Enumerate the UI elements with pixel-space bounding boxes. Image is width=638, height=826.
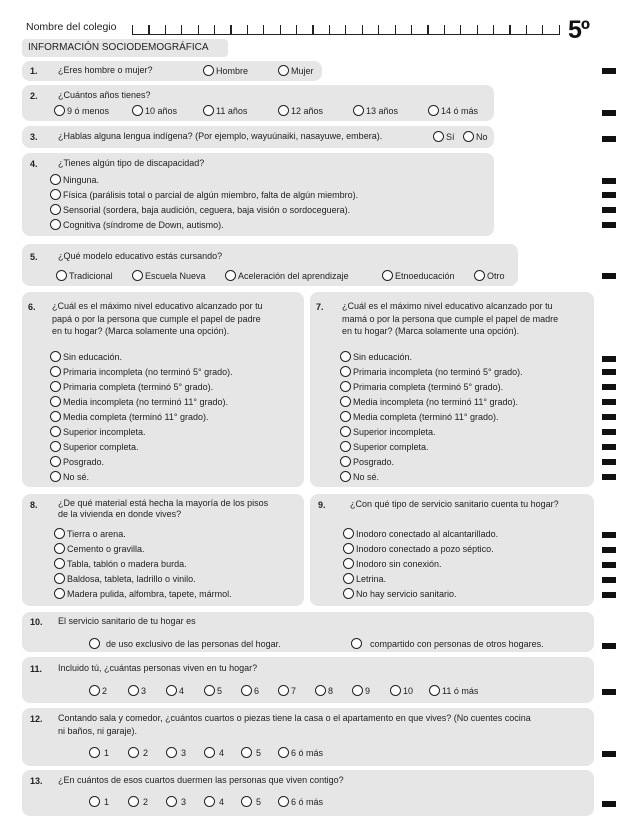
timing-mark (602, 474, 616, 480)
option-people-9[interactable]: 9 (352, 685, 370, 696)
option-father-edu-5[interactable]: Media completa (terminó 11° grado). (50, 411, 209, 422)
question-number: 9. (318, 500, 326, 510)
timing-mark (602, 178, 616, 184)
option-disability-none[interactable]: Ninguna. (50, 174, 99, 185)
timing-mark (602, 801, 616, 807)
question-text: ¿Hablas alguna lengua indígena? (Por ejemplo, wayuúnaiki, nasayuwe, embera). (58, 131, 383, 141)
question-text: ¿En cuántos de esos cuartos duermen las personas que viven contigo? (58, 775, 344, 785)
option-father-edu-9[interactable]: No sé. (50, 471, 89, 482)
question-number: 7. (316, 302, 324, 312)
timing-mark (602, 577, 616, 583)
option-mother-edu-7[interactable]: Superior completa. (340, 441, 429, 452)
option-age-11[interactable]: 11 años (203, 105, 247, 116)
option-no[interactable]: No (463, 131, 488, 142)
option-age-13[interactable]: 13 años (353, 105, 398, 116)
option-female[interactable]: Mujer (278, 65, 314, 76)
option-mother-edu-8[interactable]: Posgrado. (340, 456, 394, 467)
option-disability-cognitive[interactable]: Cognitiva (síndrome de Down, autismo). (50, 219, 224, 230)
timing-mark (602, 532, 616, 538)
question-number: 5. (30, 252, 38, 262)
option-people-4[interactable]: 4 (166, 685, 184, 696)
question-text: El servicio sanitario de tu hogar es (58, 616, 196, 626)
option-model-other[interactable]: Otro (474, 270, 505, 281)
option-father-edu-7[interactable]: Superior completa. (50, 441, 139, 452)
section-title: INFORMACIÓN SOCIODEMOGRÁFICA (22, 39, 228, 57)
timing-mark (602, 369, 616, 375)
option-model-ethno[interactable]: Etnoeducación (382, 270, 455, 281)
question-text: Incluido tú, ¿cuántas personas viven en tu hogar? (58, 663, 258, 673)
option-sanitary-unconnected[interactable]: Inodoro sin conexión. (343, 558, 442, 569)
option-bedrooms-1[interactable]: 1 (89, 796, 109, 807)
timing-mark (602, 429, 616, 435)
option-mother-edu-2[interactable]: Primaria incompleta (no terminó 5° grado). (340, 366, 523, 377)
option-people-11[interactable]: 11 ó más (429, 685, 478, 696)
question-number: 4. (30, 159, 38, 169)
option-mother-edu-4[interactable]: Media incompleta (no terminó 11° grado). (340, 396, 518, 407)
option-father-edu-4[interactable]: Media incompleta (no terminó 11° grado). (50, 396, 228, 407)
option-people-7[interactable]: 7 (278, 685, 296, 696)
question-number: 10. (30, 617, 43, 627)
option-sanitary-sewer[interactable]: Inodoro conectado al alcantarillado. (343, 528, 498, 539)
question-text: ¿Eres hombre o mujer? (58, 65, 153, 75)
timing-mark (602, 562, 616, 568)
question-text: ¿Tienes algún tipo de discapacidad? (58, 158, 205, 168)
option-sanitary-none[interactable]: No hay servicio sanitario. (343, 588, 457, 599)
option-people-2[interactable]: 2 (89, 685, 107, 696)
option-model-acceleration[interactable]: Aceleración del aprendizaje (225, 270, 349, 281)
option-father-edu-1[interactable]: Sin educación. (50, 351, 122, 362)
grade-badge: 5º (568, 16, 590, 44)
question-text: ¿De qué material está hecha la mayoría de los pisos de la vivienda en donde vives? (58, 498, 269, 519)
option-people-6[interactable]: 6 (241, 685, 259, 696)
option-rooms-6[interactable]: 6 ó más (278, 747, 323, 758)
timing-mark (602, 356, 616, 362)
question-number: 1. (30, 66, 38, 76)
option-bedrooms-5[interactable]: 5 (241, 796, 261, 807)
option-floor-rough-wood[interactable]: Tabla, tablón o madera burda. (54, 558, 187, 569)
question-text: ¿Con qué tipo de servicio sanitario cuenta tu hogar? (350, 499, 559, 509)
option-father-edu-2[interactable]: Primaria incompleta (no terminó 5° grado). (50, 366, 233, 377)
option-father-edu-3[interactable]: Primaria completa (terminó 5° grado). (50, 381, 213, 392)
timing-mark (602, 689, 616, 695)
option-disability-sensory[interactable]: Sensorial (sordera, baja audición, ceguera, baja visión o sordoceguera). (50, 204, 350, 215)
option-sanitary-exclusive[interactable]: de uso exclusivo de las personas del hogar. (89, 638, 281, 649)
timing-mark (602, 643, 616, 649)
school-name-label: Nombre del colegio (26, 21, 117, 33)
option-mother-edu-9[interactable]: No sé. (340, 471, 379, 482)
option-disability-physical[interactable]: Física (parálisis total o parcial de algún miembro, falta de algún miembro). (50, 189, 358, 200)
option-rooms-1[interactable]: 1 (89, 747, 109, 758)
timing-mark (602, 384, 616, 390)
option-sanitary-shared[interactable]: compartido con personas de otros hogares. (351, 638, 544, 649)
option-people-8[interactable]: 8 (315, 685, 333, 696)
school-name-field[interactable] (132, 25, 560, 35)
question-text: ¿Qué modelo educativo estás cursando? (58, 251, 223, 261)
option-rooms-3[interactable]: 3 (166, 747, 186, 758)
question-number: 6. (28, 302, 36, 312)
timing-mark (602, 192, 616, 198)
question-number: 8. (30, 500, 38, 510)
option-floor-polished[interactable]: Madera pulida, alfombra, tapete, mármol. (54, 588, 232, 599)
option-sanitary-septic[interactable]: Inodoro conectado a pozo séptico. (343, 543, 494, 554)
option-people-5[interactable]: 5 (204, 685, 222, 696)
timing-mark (602, 136, 616, 142)
option-bedrooms-4[interactable]: 4 (204, 796, 224, 807)
radio-button[interactable] (203, 65, 214, 76)
option-bedrooms-3[interactable]: 3 (166, 796, 186, 807)
option-male[interactable]: Hombre (203, 65, 248, 76)
option-rooms-4[interactable]: 4 (204, 747, 224, 758)
timing-mark (602, 592, 616, 598)
option-sanitary-latrine[interactable]: Letrina. (343, 573, 386, 584)
timing-mark (602, 459, 616, 465)
option-mother-edu-6[interactable]: Superior incompleta. (340, 426, 436, 437)
option-people-3[interactable]: 3 (128, 685, 146, 696)
question-number: 11. (30, 664, 43, 674)
timing-mark (602, 207, 616, 213)
option-age-10[interactable]: 10 años (132, 105, 177, 116)
timing-mark (602, 414, 616, 420)
option-father-edu-6[interactable]: Superior incompleta. (50, 426, 146, 437)
timing-mark (602, 110, 616, 116)
timing-mark (602, 751, 616, 757)
option-age-12[interactable]: 12 años (278, 105, 323, 116)
option-model-traditional[interactable]: Tradicional (56, 270, 113, 281)
option-floor-earth[interactable]: Tierra o arena. (54, 528, 126, 539)
option-bedrooms-6[interactable]: 6 ó más (278, 796, 323, 807)
option-people-10[interactable]: 10 (390, 685, 413, 696)
question-number: 2. (30, 91, 38, 101)
question-number: 13. (30, 776, 43, 786)
timing-mark (602, 68, 616, 74)
timing-mark (602, 399, 616, 405)
option-mother-edu-5[interactable]: Media completa (terminó 11° grado). (340, 411, 499, 422)
option-model-escuela-nueva[interactable]: Escuela Nueva (132, 270, 206, 281)
question-number: 3. (30, 132, 38, 142)
timing-mark (602, 444, 616, 450)
question-text: Contando sala y comedor, ¿cuántos cuartos o piezas tiene la casa o el apartamento en que vives? (No cuentes cocina ni baños, ni garaje). (58, 713, 531, 736)
option-floor-cement[interactable]: Cemento o gravilla. (54, 543, 145, 554)
question-text: ¿Cuál es el máximo nivel educativo alcanzado por tu mamá o por la persona que cumple el papel de madre en tu hogar? (Marca solamente una opción). (342, 301, 559, 336)
option-mother-edu-3[interactable]: Primaria completa (terminó 5° grado). (340, 381, 503, 392)
option-rooms-5[interactable]: 5 (241, 747, 261, 758)
question-text: ¿Cuál es el máximo nivel educativo alcanzado por tu papá o por la persona que cumple el papel de padre en tu hogar? (Marca solamente una opción). (52, 301, 263, 336)
timing-mark (602, 547, 616, 553)
option-yes[interactable]: Sí (433, 131, 455, 142)
radio-button[interactable] (278, 65, 289, 76)
question-number: 12. (30, 714, 43, 724)
timing-mark (602, 273, 616, 279)
timing-mark (602, 222, 616, 228)
option-bedrooms-2[interactable]: 2 (128, 796, 148, 807)
option-floor-tile[interactable]: Baldosa, tableta, ladrillo o vinilo. (54, 573, 196, 584)
question-text: ¿Cuántos años tienes? (58, 90, 151, 100)
option-age-14[interactable]: 14 ó más (428, 105, 478, 116)
option-mother-edu-1[interactable]: Sin educación. (340, 351, 412, 362)
option-rooms-2[interactable]: 2 (128, 747, 148, 758)
option-age-9[interactable]: 9 ó menos (54, 105, 109, 116)
option-father-edu-8[interactable]: Posgrado. (50, 456, 104, 467)
